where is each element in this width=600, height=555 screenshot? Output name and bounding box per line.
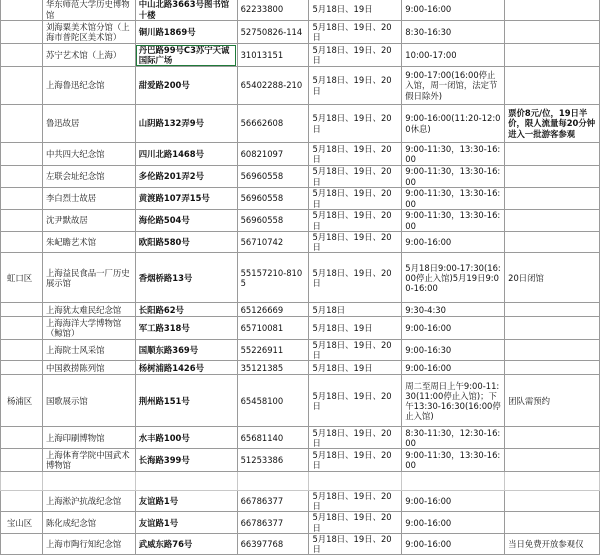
address-cell[interactable]: 山阴路132弄9号 [135, 105, 237, 143]
table-row-blank [1, 472, 600, 491]
dates-cell[interactable]: 5月18日、19日、20日 [309, 44, 402, 67]
district-cell[interactable] [1, 21, 43, 44]
phone-cell[interactable] [237, 472, 309, 491]
table-row [1, 533, 600, 554]
address-cell[interactable]: 长海路399号 [135, 449, 237, 472]
note-cell[interactable] [505, 449, 600, 472]
dates-cell[interactable]: 5月18日、19日、20日 [309, 533, 402, 554]
table-row [1, 232, 600, 253]
venue-name-cell[interactable]: 鲁迅故居 [42, 105, 135, 143]
phone-cell[interactable]: 56960558 [237, 210, 309, 232]
district-cell[interactable] [1, 449, 43, 472]
hours-cell[interactable]: 9:30-4:30 [402, 303, 505, 317]
address-cell[interactable]: 长阳路62号 [135, 303, 237, 317]
venue-name-cell[interactable]: 华东师范大学历史博物馆 [42, 0, 135, 21]
phone-cell[interactable]: 52750826-114 [237, 21, 309, 44]
note-cell[interactable] [505, 210, 600, 232]
venue-name-cell[interactable]: 上海益民食品一厂历史展示馆 [42, 253, 135, 303]
table-row [1, 0, 600, 21]
hours-cell[interactable]: 9:00-11:30，13:30-16:00 [402, 449, 505, 472]
district-cell[interactable] [1, 472, 43, 491]
note-cell[interactable] [505, 67, 600, 105]
table-row [1, 105, 600, 143]
district-cell[interactable] [1, 427, 43, 449]
phone-cell[interactable]: 56710742 [237, 232, 309, 253]
table-row [1, 44, 600, 67]
table-row [1, 317, 600, 340]
table-row [1, 491, 600, 512]
note-cell[interactable] [505, 143, 600, 166]
dates-cell[interactable]: 5月18日、19日、20日 [309, 67, 402, 105]
phone-cell[interactable]: 60821097 [237, 143, 309, 166]
address-cell[interactable]: 中山北路3663号图书馆十楼 [135, 0, 237, 21]
note-cell[interactable]: 20日闭馆 [505, 253, 600, 303]
address-cell-selected[interactable]: 丹巴路99号C3苏宁天诚国际广场 [135, 44, 237, 67]
venue-name-cell[interactable]: 上海印刷博物馆 [42, 427, 135, 449]
venue-name-cell[interactable]: 朱屺瞻艺术馆 [42, 232, 135, 253]
hours-cell[interactable]: 5月18日9:00-17:30(16:00停止入馆)5月19日9:00-16:00 [402, 253, 505, 303]
hours-cell[interactable]: 9:00-16:00 [402, 512, 505, 533]
note-cell[interactable] [505, 512, 600, 533]
dates-cell[interactable]: 5月18日、19日、20日 [309, 232, 402, 253]
hours-cell[interactable]: 9:00-16:30 [402, 340, 505, 361]
table-row [1, 67, 600, 105]
venue-name-cell[interactable]: 陈化成纪念馆 [42, 512, 135, 533]
venue-name-cell[interactable]: 上海鲁迅纪念馆 [42, 67, 135, 105]
table-row [1, 340, 600, 361]
address-cell[interactable]: 武威东路76号 [135, 533, 237, 554]
district-cell[interactable] [1, 44, 43, 67]
phone-cell[interactable]: 31013151 [237, 44, 309, 67]
table-row [1, 143, 600, 166]
phone-cell[interactable]: 65681140 [237, 427, 309, 449]
note-cell[interactable] [505, 0, 600, 21]
venue-name-cell[interactable]: 上海市陶行知纪念馆 [42, 533, 135, 554]
venue-name-cell[interactable] [42, 472, 135, 491]
address-cell[interactable]: 欧阳路580号 [135, 232, 237, 253]
note-cell[interactable] [505, 427, 600, 449]
phone-cell[interactable]: 66397768 [237, 533, 309, 554]
venue-name-cell[interactable]: 李白烈士故居 [42, 188, 135, 210]
dates-cell[interactable]: 5月18日、19日、20日 [309, 449, 402, 472]
hours-cell[interactable]: 9:00-11:30，13:30-16:00 [402, 210, 505, 232]
note-cell[interactable] [505, 340, 600, 361]
note-cell[interactable] [505, 232, 600, 253]
venue-name-cell[interactable]: 上海海洋大学博物馆（鲸馆） [42, 317, 135, 340]
phone-cell[interactable]: 55226911 [237, 340, 309, 361]
note-cell[interactable] [505, 317, 600, 340]
table-row [1, 188, 600, 210]
district-cell[interactable] [1, 166, 43, 188]
hours-cell[interactable]: 周二至周日上午9:00-11:30(11:00停止入馆)；下午13:30-16:30(16:00停止入馆) [402, 375, 505, 427]
note-cell[interactable]: 当日免费开放参观仅 [505, 533, 600, 554]
district-cell[interactable] [1, 67, 43, 105]
venue-name-cell[interactable]: 左联会址纪念馆 [42, 166, 135, 188]
phone-cell[interactable]: 56960558 [237, 188, 309, 210]
dates-cell[interactable]: 5月18日、19日、20日 [309, 21, 402, 44]
dates-cell[interactable]: 5月18日、19日、20日 [309, 105, 402, 143]
note-cell[interactable]: 票价8元/位，19日半价，限人流量每20分钟进入一批游客参观 [505, 105, 600, 143]
phone-cell[interactable]: 65126669 [237, 303, 309, 317]
venue-name-cell[interactable]: 上海犹太难民纪念馆 [42, 303, 135, 317]
district-cell[interactable]: 虹口区 [1, 253, 43, 303]
district-cell[interactable] [1, 105, 43, 143]
venue-name-cell[interactable]: 中共四大纪念馆 [42, 143, 135, 166]
phone-cell[interactable]: 65710081 [237, 317, 309, 340]
address-cell[interactable]: 黄渡路107弄15号 [135, 188, 237, 210]
hours-cell[interactable] [402, 472, 505, 491]
table-row [1, 361, 600, 375]
venue-name-cell[interactable]: 上海体育学院中国武术博物馆 [42, 449, 135, 472]
address-cell[interactable]: 国顺东路369号 [135, 340, 237, 361]
note-cell[interactable] [505, 44, 600, 67]
dates-cell[interactable] [309, 472, 402, 491]
hours-cell[interactable]: 9:00-11:30，13:30-16:00 [402, 143, 505, 166]
hours-cell[interactable]: 10:00-17:00 [402, 44, 505, 67]
table-row [1, 303, 600, 317]
venue-name-cell[interactable]: 上海院士风采馆 [42, 340, 135, 361]
hours-cell[interactable]: 9:00-16:00 [402, 232, 505, 253]
dates-cell[interactable]: 5月18日、19日、20日 [309, 166, 402, 188]
dates-cell[interactable]: 5月18日、19日、20日 [309, 253, 402, 303]
hours-cell[interactable]: 8:30-16:30 [402, 21, 505, 44]
hours-cell[interactable]: 9:00-16:00 [402, 361, 505, 375]
note-cell[interactable] [505, 361, 600, 375]
hours-cell[interactable]: 9:00-16:00 [402, 491, 505, 512]
note-cell[interactable] [505, 491, 600, 512]
address-cell[interactable]: 杨树浦路1426号 [135, 361, 237, 375]
hours-cell[interactable]: 9:00-16:00 [402, 0, 505, 21]
district-cell[interactable] [1, 232, 43, 253]
venue-name-cell[interactable]: 中国救捞陈列馆 [42, 361, 135, 375]
district-cell[interactable] [1, 491, 43, 512]
district-cell[interactable] [1, 303, 43, 317]
note-cell[interactable]: 团队需预约 [505, 375, 600, 427]
hours-cell[interactable]: 9:00-16:00 [402, 533, 505, 554]
dates-cell[interactable]: 5月18日、19日 [309, 0, 402, 21]
address-cell[interactable]: 军工路318号 [135, 317, 237, 340]
venue-name-cell[interactable]: 上海淞沪抗战纪念馆 [42, 491, 135, 512]
address-cell[interactable]: 多伦路201弄2号 [135, 166, 237, 188]
address-cell[interactable] [135, 472, 237, 491]
dates-cell[interactable]: 5月18日、19日、20日 [309, 340, 402, 361]
district-cell[interactable] [1, 533, 43, 554]
phone-cell[interactable]: 56960558 [237, 166, 309, 188]
address-cell[interactable]: 友谊路1号 [135, 491, 237, 512]
venue-name-cell[interactable]: 刘海粟美术馆分馆（上海市普陀区美术馆） [42, 21, 135, 44]
dates-cell[interactable]: 5月18日、19日、20日 [309, 375, 402, 427]
address-cell[interactable]: 友谊路1号 [135, 512, 237, 533]
hours-cell[interactable]: 8:30-11:30，12:30-16:00 [402, 427, 505, 449]
district-cell[interactable] [1, 361, 43, 375]
table-row [1, 210, 600, 232]
phone-cell[interactable]: 66786377 [237, 512, 309, 533]
venue-name-cell[interactable]: 国歌展示馆 [42, 375, 135, 427]
dates-cell[interactable]: 5月18日、19日 [309, 361, 402, 375]
district-cell[interactable] [1, 340, 43, 361]
district-cell[interactable] [1, 0, 43, 21]
district-cell[interactable] [1, 143, 43, 166]
address-cell[interactable]: 铜川路1869号 [135, 21, 237, 44]
table-row [1, 427, 600, 449]
phone-cell[interactable]: 65458100 [237, 375, 309, 427]
address-cell[interactable]: 水丰路100号 [135, 427, 237, 449]
venue-name-cell[interactable]: 沈尹默故居 [42, 210, 135, 232]
phone-cell[interactable]: 51253386 [237, 449, 309, 472]
dates-cell[interactable]: 5月18日、19日、20日 [309, 427, 402, 449]
hours-cell[interactable]: 9:00-16:00(11:20-12:00休息) [402, 105, 505, 143]
district-cell[interactable] [1, 210, 43, 232]
note-cell[interactable] [505, 303, 600, 317]
dates-cell[interactable]: 5月18日 [309, 303, 402, 317]
phone-cell[interactable]: 55157210-8105 [237, 253, 309, 303]
address-cell[interactable]: 甜爱路200号 [135, 67, 237, 105]
phone-cell[interactable]: 65402288-210 [237, 67, 309, 105]
dates-cell[interactable]: 5月18日、19日、20日 [309, 188, 402, 210]
district-cell[interactable] [1, 317, 43, 340]
hours-cell[interactable]: 9:00-16:00 [402, 317, 505, 340]
table-row [1, 253, 600, 303]
phone-cell[interactable]: 35121385 [237, 361, 309, 375]
note-cell[interactable] [505, 166, 600, 188]
table-row [1, 21, 600, 44]
dates-cell[interactable]: 5月18日、19日、20日 [309, 491, 402, 512]
hours-cell[interactable]: 9:00-17:00(16:00停止入馆，周一闭馆，法定节假日除外) [402, 67, 505, 105]
dates-cell[interactable]: 5月18日、19日、20日 [309, 512, 402, 533]
district-cell[interactable]: 宝山区 [1, 512, 43, 533]
address-cell[interactable]: 海伦路504号 [135, 210, 237, 232]
phone-cell[interactable]: 62233800 [237, 0, 309, 21]
table-row [1, 512, 600, 533]
phone-cell[interactable]: 66786377 [237, 491, 309, 512]
dates-cell[interactable]: 5月18日、19日、20日 [309, 210, 402, 232]
address-cell[interactable]: 香烟桥路13号 [135, 253, 237, 303]
venue-name-cell[interactable]: 苏宁艺术馆（上海） [42, 44, 135, 67]
dates-cell[interactable]: 5月18日、19日、20日 [309, 143, 402, 166]
table-row [1, 449, 600, 472]
district-cell[interactable]: 杨浦区 [1, 375, 43, 427]
address-cell[interactable]: 荆州路151号 [135, 375, 237, 427]
dates-cell[interactable]: 5月18日、19日 [309, 317, 402, 340]
hours-cell[interactable]: 9:00-11:30，13:30-16:00 [402, 188, 505, 210]
address-cell[interactable]: 四川北路1468号 [135, 143, 237, 166]
note-cell[interactable] [505, 188, 600, 210]
phone-cell[interactable]: 56662608 [237, 105, 309, 143]
note-cell[interactable] [505, 472, 600, 491]
table-row [1, 375, 600, 427]
table-row [1, 166, 600, 188]
note-cell[interactable] [505, 21, 600, 44]
hours-cell[interactable]: 9:00-11:30，13:30-16:00 [402, 166, 505, 188]
district-cell[interactable] [1, 188, 43, 210]
